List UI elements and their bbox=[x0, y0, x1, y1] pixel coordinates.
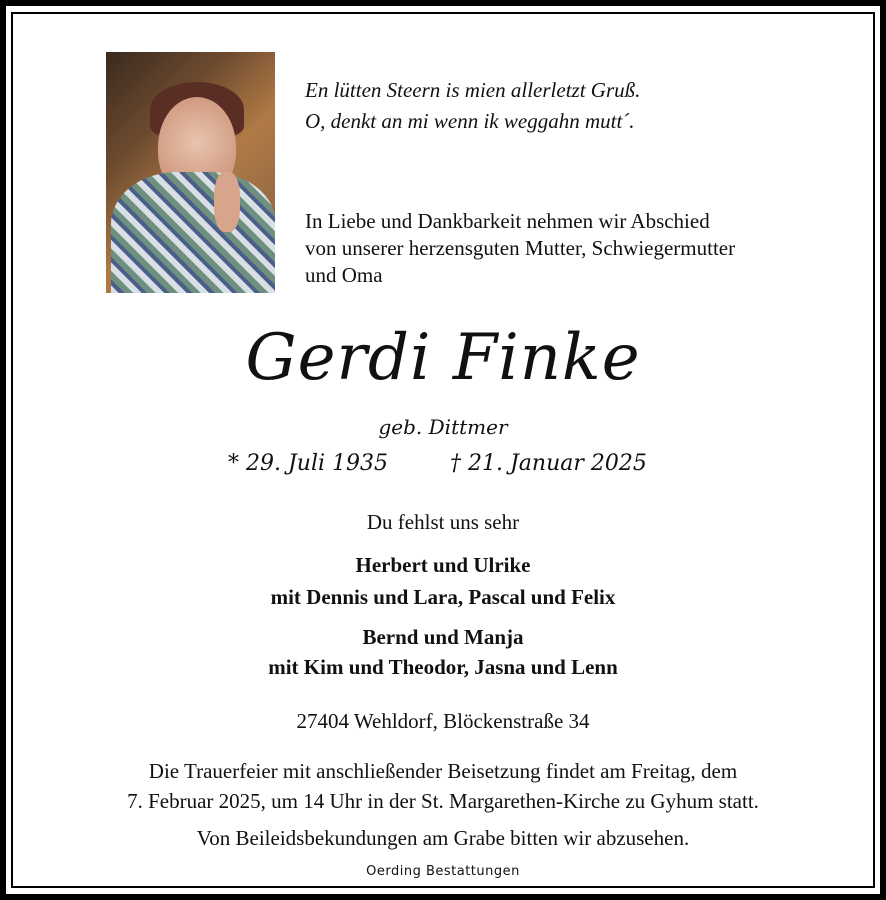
photo-hand bbox=[214, 172, 240, 232]
family-2-children: mit Kim und Theodor, Jasna und Lenn bbox=[268, 655, 618, 679]
undertaker-credit: Oerding Bestattungen bbox=[366, 864, 520, 879]
portrait-photo bbox=[106, 52, 275, 293]
photo-blouse bbox=[111, 172, 275, 293]
intro-line-3: und Oma bbox=[305, 263, 383, 287]
intro-line-1: In Liebe und Dankbarkeit nehmen wir Abschied bbox=[305, 209, 710, 233]
quote-line-1: En lütten Steern is mien allerletzt Gruß. bbox=[305, 78, 641, 102]
birth-date: * 29. Juli 1935 bbox=[228, 451, 389, 476]
missed-text: Du fehlst uns sehr bbox=[366, 510, 520, 534]
poem-quote bbox=[305, 75, 640, 137]
death-date: † 21. Januar 2025 bbox=[450, 451, 647, 476]
condolences-note: Von Beileidsbekundungen am Grabe bitten wir abzusehen. bbox=[196, 826, 690, 850]
address: 27404 Wehldorf, Blöckenstraße 34 bbox=[296, 709, 590, 733]
family-1-children: mit Dennis und Lara, Pascal und Felix bbox=[270, 585, 616, 609]
deceased-name: Gerdi Finke bbox=[245, 321, 641, 395]
family-2-names: Bernd und Manja bbox=[362, 625, 524, 649]
intro-text bbox=[305, 208, 735, 289]
maiden-name: geb. Dittmer bbox=[378, 415, 508, 439]
funeral-line-1: Die Trauerfeier mit anschließender Beisetzung findet am Freitag, dem bbox=[148, 759, 738, 783]
quote-line-2: O, denkt an mi wenn ik weggahn mutt´. bbox=[305, 109, 635, 133]
intro-line-2: von unserer herzensguten Mutter, Schwiegermutter bbox=[305, 236, 736, 260]
funeral-line-2: 7. Februar 2025, um 14 Uhr in der St. Margarethen-Kirche zu Gyhum statt. bbox=[127, 789, 759, 813]
funeral-info bbox=[0, 756, 886, 816]
family-1-names: Herbert und Ulrike bbox=[355, 553, 531, 577]
